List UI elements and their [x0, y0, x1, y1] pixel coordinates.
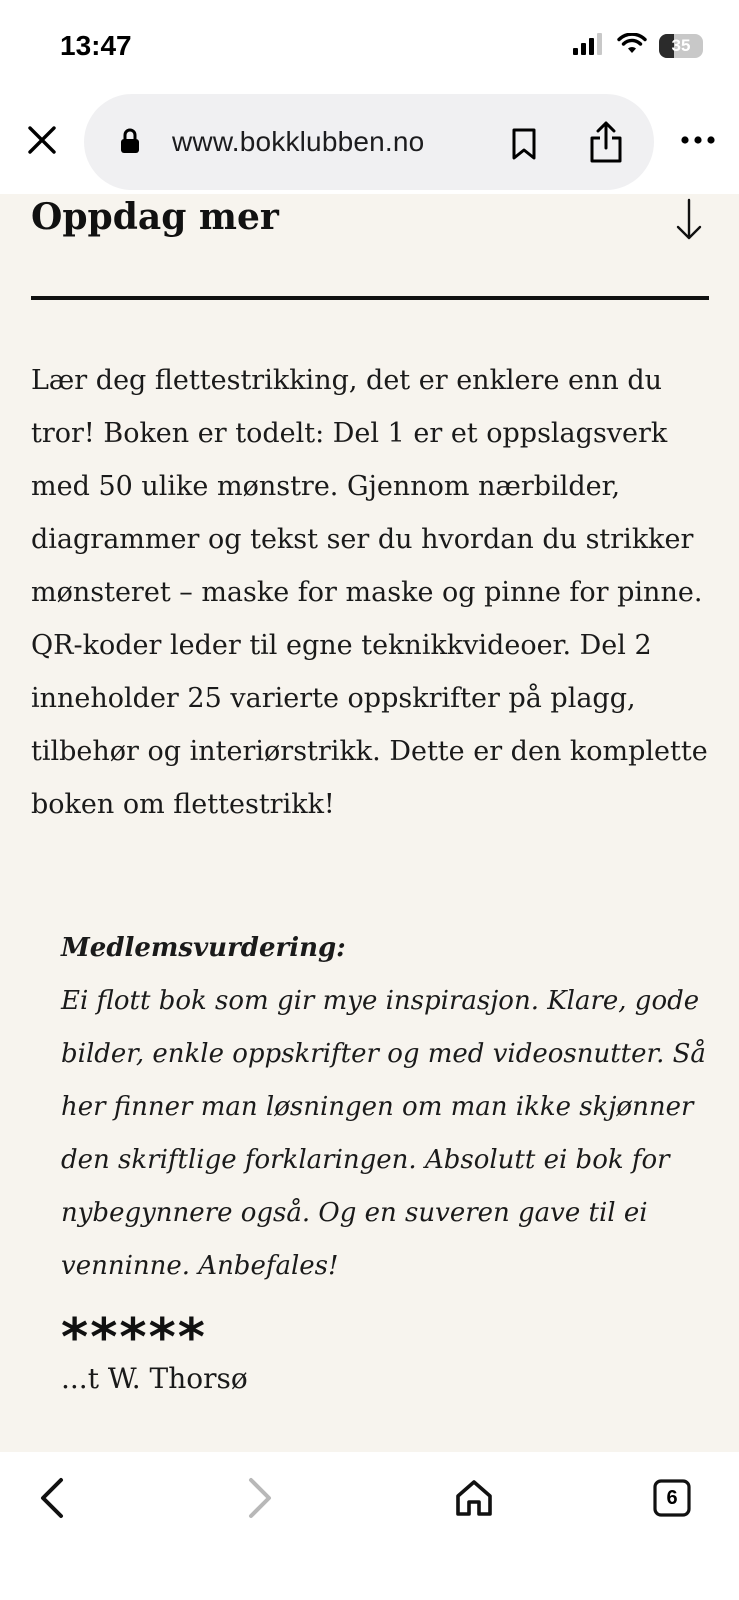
- arrow-down-icon[interactable]: [674, 198, 704, 242]
- bookmark-button[interactable]: [504, 122, 544, 166]
- rating-stars: *****: [61, 1308, 207, 1368]
- browser-toolbar: [0, 1452, 739, 1600]
- more-icon: [680, 135, 716, 145]
- back-button[interactable]: [24, 1470, 80, 1526]
- signal-icon: [573, 33, 605, 60]
- share-icon: [588, 120, 624, 164]
- book-description: Lær deg flettestrikking, det er enklere enn du tror! Boken er todelt: Del 1 er et oppslagsverk med 50 ulike mønstre. Gjennom nærbilder, diagrammer og tekst ser du hvordan du strikker mønsteret – maske for maske og pinne for pinne. QR-koder leder til egne teknikkvideoer. Del 2 inneholder 25 varierte oppskrifter på plagg, tilbehør og interiørstrikk. Dette er den komplette boken om flettestrikk!: [31, 365, 708, 820]
- member-review: [61, 922, 711, 1293]
- forward-icon: [245, 1477, 275, 1519]
- status-bar: [0, 0, 739, 90]
- forward-button[interactable]: [232, 1470, 288, 1526]
- wifi-icon: [617, 33, 647, 60]
- url-field[interactable]: [84, 94, 654, 190]
- back-icon: [37, 1477, 67, 1519]
- home-icon: [454, 1478, 494, 1518]
- divider: [31, 296, 709, 300]
- reviewer-name: ...t W. Thorsø: [61, 1362, 248, 1395]
- status-time: 13:47: [60, 30, 132, 61]
- tabs-count: 6: [666, 1487, 678, 1509]
- share-button[interactable]: [582, 116, 630, 168]
- lock-icon: [120, 128, 140, 159]
- url-text: www.bokklubben.no: [172, 126, 425, 157]
- review-text: Ei flott bok som gir mye inspirasjon. Klare, gode bilder, enkle oppskrifter og med videosnutter. Så her finner man løsningen om man ikke skjønner den skriftlige forklaringen. Absolutt ei bok for nybegynnere også. Og en suveren gave til ei venninne. Anbefales!: [61, 986, 706, 1281]
- bookmark-icon: [511, 127, 537, 161]
- battery-icon: [659, 34, 703, 58]
- page-content: [0, 194, 739, 1452]
- tabs-button[interactable]: [644, 1470, 700, 1526]
- close-icon: [26, 124, 58, 156]
- review-heading: Medlemsvurdering:: [61, 933, 346, 963]
- battery-level: 35: [671, 36, 691, 55]
- status-icons: [573, 32, 703, 60]
- browser-address-bar: [0, 90, 739, 194]
- more-button[interactable]: [674, 120, 722, 160]
- section-title: Oppdag mer: [31, 196, 279, 238]
- home-button[interactable]: [446, 1470, 502, 1526]
- close-button[interactable]: [20, 118, 64, 162]
